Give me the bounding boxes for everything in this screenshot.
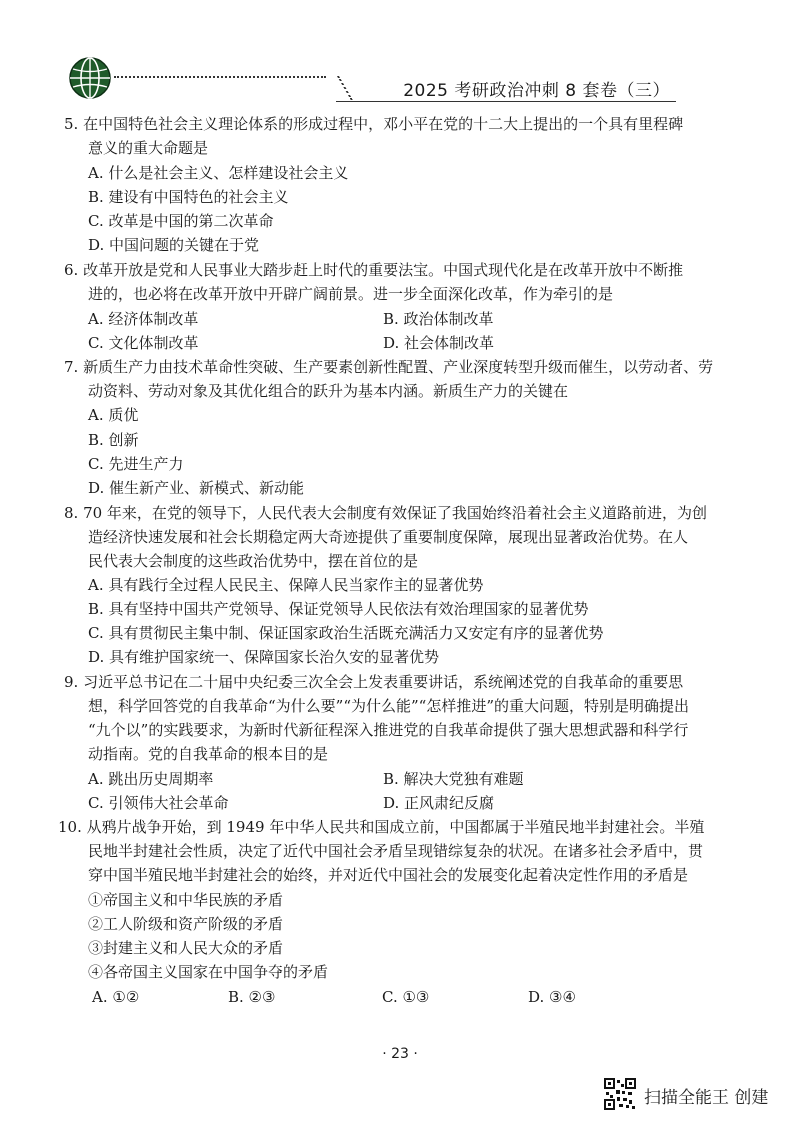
header-rule [336,101,676,102]
question-6-line-2: 进的，也必将在改革开放中开辟广阔前景。进一步全面深化改革，作为牵引的是 [88,285,614,303]
question-5-option-a[interactable]: A. 什么是社会主义、怎样建设社会主义 [88,164,349,182]
question-9-option-b[interactable]: B. 解决大党独有难题 [383,770,524,788]
question-10-item-2: ②工人阶级和资产阶级的矛盾 [88,915,284,933]
question-7-option-d[interactable]: D. 催生新产业、新模式、新动能 [88,479,305,497]
page-header [68,56,678,108]
question-10-option-a[interactable]: A. ①② [92,988,140,1006]
question-6-option-b[interactable]: B. 政治体制改革 [383,310,494,328]
question-5-option-c[interactable]: C. 改革是中国的第二次革命 [88,212,274,230]
question-10-item-4: ④各帝国主义国家在中国争夺的矛盾 [88,963,329,981]
question-7-option-b[interactable]: B. 创新 [88,431,139,449]
question-8-line-3: 民代表大会制度的这些政治优势中，摆在首位的是 [88,552,419,570]
question-8-option-d[interactable]: D. 具有维护国家统一、保障国家长治久安的显著优势 [88,648,440,666]
question-9-line-3: “九个以”的实践要求，为新时代新征程深入推进党的自我革命提供了强大思想武器和科学行 [88,721,689,739]
question-6-option-a[interactable]: A. 经济体制改革 [88,310,199,328]
question-8-line-1: 8. 70 年来，在党的领导下，人民代表大会制度有效保证了我国始终沿着社会主义道路前进，为创 [64,504,707,522]
question-7-line-2: 动资料、劳动对象及其优化组合的跃升为基本内涵。新质生产力的关键在 [88,382,569,400]
question-9-option-a[interactable]: A. 跳出历史周期率 [88,770,214,788]
question-9-option-d[interactable]: D. 正风肃纪反腐 [383,794,495,812]
question-8-option-a[interactable]: A. 具有践行全过程人民民主、保障人民当家作主的显著优势 [88,576,484,594]
question-8-line-2: 造经济快速发展和社会长期稳定两大奇迹提供了重要制度保障，展现出显著政治优势。在人 [88,528,689,546]
question-10-item-1: ①帝国主义和中华民族的矛盾 [88,891,284,909]
question-5-line-1: 5. 在中国特色社会主义理论体系的形成过程中，邓小平在党的十二大上提出的一个具有里程碑 [64,115,684,133]
globe-logo-icon [68,56,114,102]
question-10-item-3: ③封建主义和人民大众的矛盾 [88,939,284,957]
question-10-option-d[interactable]: D. ③④ [528,988,576,1006]
question-10-option-c[interactable]: C. ①③ [382,988,430,1006]
question-5-option-d[interactable]: D. 中国问题的关键在于党 [88,236,260,254]
question-10-option-b[interactable]: B. ②③ [228,988,276,1006]
question-8-option-b[interactable]: B. 具有坚持中国共产党领导、保证党领导人民依法有效治理国家的显著优势 [88,600,589,618]
qr-code-icon [604,1078,636,1110]
question-7-option-c[interactable]: C. 先进生产力 [88,455,184,473]
question-6-option-d[interactable]: D. 社会体制改革 [383,334,495,352]
page-number: · 23 · [382,1046,418,1062]
question-5-option-b[interactable]: B. 建设有中国特色的社会主义 [88,188,289,206]
question-9-line-2: 想，科学回答党的自我革命“为什么要”“为什么能”“怎样推进”的重大问题，特别是明确提出 [88,697,690,715]
question-7-option-a[interactable]: A. 质优 [88,406,139,424]
question-8-option-c[interactable]: C. 具有贯彻民主集中制、保证国家政治生活既充满活力又安定有序的显著优势 [88,624,604,642]
question-6-option-c[interactable]: C. 文化体制改革 [88,334,199,352]
question-5-line-2: 意义的重大命题是 [88,139,209,157]
question-10-line-1: 10. 从鸦片战争开始，到 1949 年中华人民共和国成立前，中国都属于半殖民地半封建社会。半殖 [58,818,705,836]
scanner-watermark: 扫描全能王 创建 [644,1088,769,1108]
question-9-option-c[interactable]: C. 引领伟大社会革命 [88,794,229,812]
header-title: 2025 考研政治冲刺 8 套卷（三） [403,81,670,101]
question-10-line-2: 民地半封建社会性质，决定了近代中国社会矛盾呈现错综复杂的状况。在诸多社会矛盾中，贯 [88,842,704,860]
question-9-line-1: 9. 习近平总书记在二十届中央纪委三次全会上发表重要讲话，系统阐述党的自我革命的重要思 [64,673,684,691]
header-dotted-rule [114,76,326,78]
question-10-line-3: 穿中国半殖民地半封建社会的始终，并对近代中国社会的发展变化起着决定性作用的矛盾是 [88,866,689,884]
header-dotted-slant [323,76,353,100]
question-7-line-1: 7. 新质生产力由技术革命性突破、生产要素创新性配置、产业深度转型升级而催生，以劳动者、劳 [64,358,714,376]
question-9-line-4: 动指南。党的自我革命的根本目的是 [88,745,329,763]
question-6-line-1: 6. 改革开放是党和人民事业大踏步赶上时代的重要法宝。中国式现代化是在改革开放中不断推 [64,261,684,279]
